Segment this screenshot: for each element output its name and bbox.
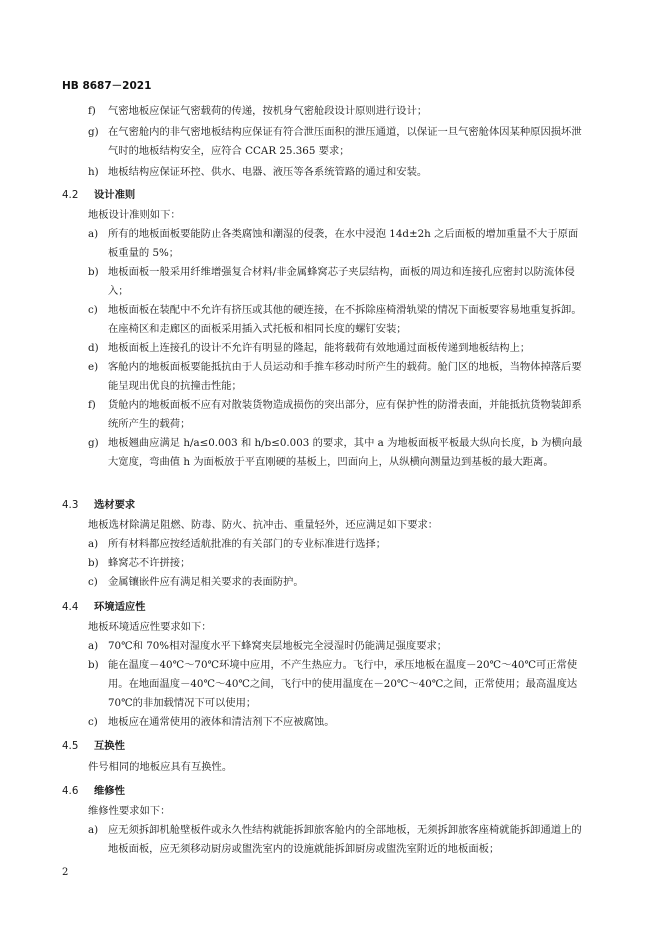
item-label: g) bbox=[88, 126, 99, 138]
section-intro: 地板设计准则如下： bbox=[88, 209, 181, 221]
list-item bbox=[88, 225, 588, 263]
item-label: b) bbox=[88, 266, 99, 278]
list-item bbox=[88, 573, 588, 592]
section-number: 4.5 bbox=[62, 740, 79, 752]
item-label: a) bbox=[88, 538, 99, 550]
item-label: a) bbox=[88, 640, 99, 652]
item-label: c) bbox=[88, 576, 98, 588]
list-item bbox=[88, 163, 588, 182]
item-label: c) bbox=[88, 716, 98, 728]
section-title: 维修性 bbox=[93, 785, 125, 797]
list-item bbox=[88, 301, 588, 339]
list-item bbox=[88, 434, 588, 472]
item-text: 客舱内的地板面板要能抵抗由于人员运动和手推车移动时所产生的载荷。舱门区的地板，当物体掉落后要能呈现出优良的抗撞击性能； bbox=[108, 361, 582, 392]
section-title: 互换性 bbox=[93, 740, 125, 752]
section-intro: 地板环境适应性要求如下： bbox=[88, 621, 212, 633]
section-heading bbox=[62, 737, 125, 752]
section-heading bbox=[62, 782, 125, 797]
item-label: a) bbox=[88, 228, 99, 240]
item-label: f) bbox=[88, 105, 96, 117]
standard-code: HB 8687－2021 bbox=[62, 80, 152, 92]
section-title: 选材要求 bbox=[93, 499, 136, 511]
item-text: 气密地板应保证气密载荷的传递，按机身气密舱段设计原则进行设计； bbox=[108, 105, 428, 117]
item-text: 70℃和 70%相对湿度水平下蜂窝夹层地板完全浸湿时仍能满足强度要求； bbox=[108, 640, 448, 652]
item-label: g) bbox=[88, 437, 99, 449]
list-item bbox=[88, 102, 588, 121]
item-label: b) bbox=[88, 557, 99, 569]
item-label: a) bbox=[88, 824, 99, 836]
section-intro: 件号相同的地板应具有互换性。 bbox=[88, 761, 233, 773]
list-item bbox=[88, 339, 588, 358]
item-label: d) bbox=[88, 342, 99, 354]
list-item bbox=[88, 554, 588, 573]
section-intro: 维修性要求如下： bbox=[88, 805, 171, 817]
list-item bbox=[88, 535, 588, 554]
list-item bbox=[88, 656, 588, 713]
list-item bbox=[88, 123, 588, 161]
list-item bbox=[88, 358, 588, 396]
document-header bbox=[62, 78, 151, 93]
section-title: 设计准则 bbox=[93, 189, 136, 201]
list-item bbox=[88, 713, 588, 732]
item-text: 货舱内的地板面板不应有对散装货物造成损伤的突出部分，应有保护性的防滑表面，并能抵抗货物装卸系统所产生的载荷； bbox=[108, 399, 582, 430]
item-text: 地板应在通常使用的液体和清洁剂下不应被腐蚀。 bbox=[108, 716, 335, 728]
item-text: 金属镶嵌件应有满足相关要求的表面防护。 bbox=[108, 576, 304, 588]
section-number: 4.6 bbox=[62, 785, 79, 797]
item-text: 所有的地板面板要能防止各类腐蚀和潮湿的侵袭，在水中浸泡 14d±2h 之后面板的增加重量不大于原面板重量的 5%； bbox=[108, 228, 579, 259]
item-text: 地板翘曲应满足 h/a≤0.003 和 h/b≤0.003 的要求，其中 a 为地板面板平板最大纵向长度，b 为横向最大宽度，弯曲值 h 为面板放于平直刚硬的基板上，凹面向上，从纵横向测量边到基板的最大距离。 bbox=[108, 437, 583, 468]
section-number: 4.3 bbox=[62, 499, 79, 511]
section-number: 4.4 bbox=[62, 601, 79, 613]
list-item bbox=[88, 637, 588, 656]
section-title: 环境适应性 bbox=[93, 601, 146, 613]
item-text: 应无须拆卸机舱壁板件或永久性结构就能拆卸旅客舱内的全部地板，无须拆卸旅客座椅就能拆卸通道上的地板面板，应无须移动厨房或盥洗室内的设施就能拆卸厨房或盥洗室附近的地板面板； bbox=[108, 824, 582, 855]
section-heading bbox=[62, 496, 135, 511]
page-number: 2 bbox=[62, 867, 69, 878]
item-label: e) bbox=[88, 361, 99, 373]
item-label: c) bbox=[88, 304, 98, 316]
section-heading bbox=[62, 598, 145, 613]
item-text: 地板结构应保证环控、供水、电器、液压等各系统管路的通过和安装。 bbox=[108, 166, 428, 178]
item-text: 能在温度－40℃～70℃环境中应用，不产生热应力。飞行中，承压地板在温度－20℃～40℃可正常使用。在地面温度－40℃～40℃之间，飞行中的使用温度在－20℃～40℃之间，正常使用；最高温度达 70℃的非加载情况下可以使用； bbox=[108, 659, 578, 709]
item-text: 地板面板一般采用纤维增强复合材料/非金属蜂窝芯子夹层结构，面板的周边和连接孔应密封以防流体侵入； bbox=[108, 266, 575, 297]
item-text: 地板面板上连接孔的设计不允许有明显的隆起，能将载荷有效地通过面板传递到地板结构上； bbox=[108, 342, 531, 354]
list-item bbox=[88, 821, 588, 859]
section-heading bbox=[62, 186, 135, 201]
item-label: b) bbox=[88, 659, 99, 671]
item-text: 所有材料都应按经适航批准的有关部门的专业标准进行选择； bbox=[108, 538, 387, 550]
list-item bbox=[88, 396, 588, 434]
list-item bbox=[88, 263, 588, 301]
item-text: 蜂窝芯不许拼接； bbox=[108, 557, 191, 569]
item-text: 地板面板在装配中不允许有挤压或其他的硬连接，在不拆除座椅滑轨梁的情况下面板要容易地重复拆卸。在座椅区和走廊区的面板采用插入式托板和相同长度的螺钉安装； bbox=[108, 304, 582, 335]
section-intro: 地板选材除满足阻燃、防毒、防火、抗冲击、重量轻外，还应满足如下要求： bbox=[88, 519, 439, 531]
section-number: 4.2 bbox=[62, 189, 79, 201]
item-label: f) bbox=[88, 399, 96, 411]
item-text: 在气密舱内的非气密地板结构应保证有符合泄压面积的泄压通道，以保证一旦气密舱体因某种原因损坏泄气时的地板结构安全，应符合 CCAR 25.365 要求； bbox=[108, 126, 582, 157]
item-label: h) bbox=[88, 166, 99, 178]
